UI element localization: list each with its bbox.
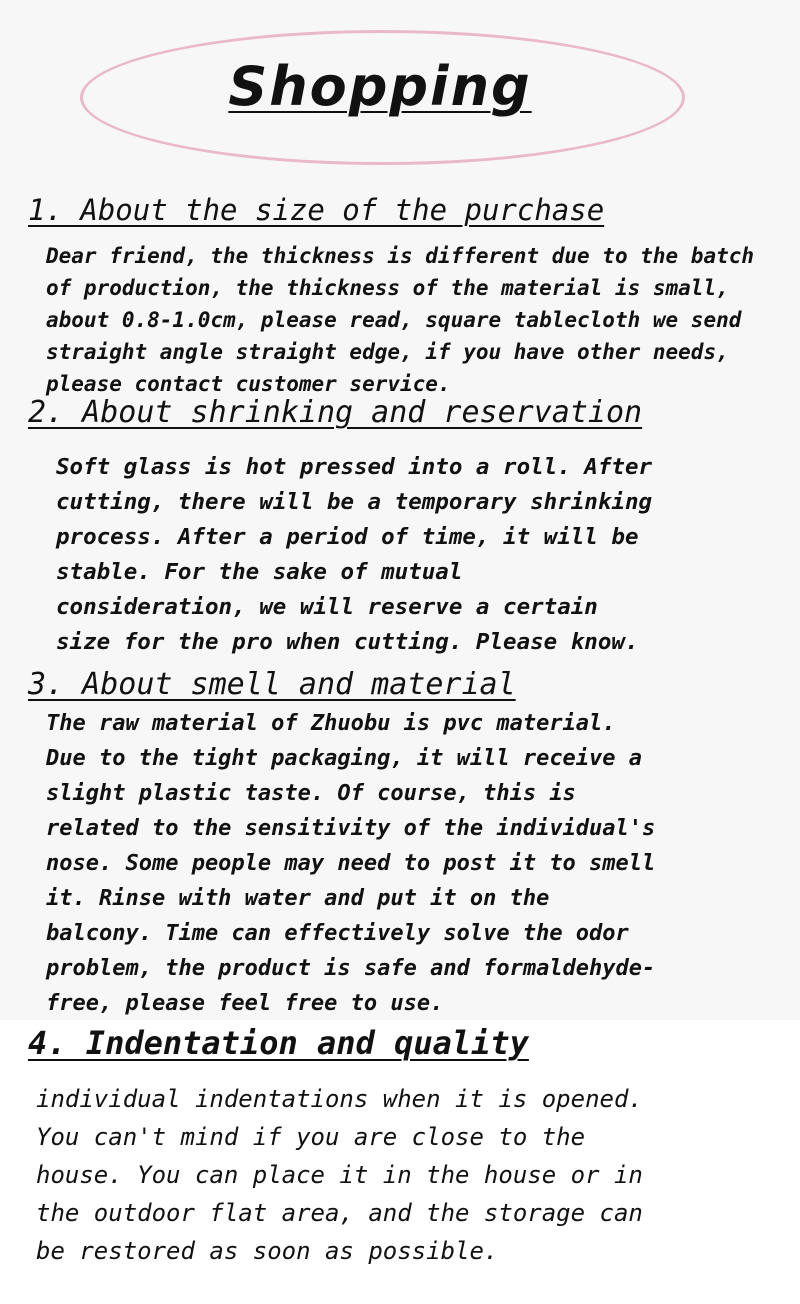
page-title: Shopping [228, 55, 532, 118]
section-2-body: Soft glass is hot pressed into a roll. After cutting, there will be a temporary shrinking process. After a period of time, it will be stable. For the sake of mutual consideration, we will reserve a certain size for the pro when cutting. Please know. [56, 454, 653, 655]
section-4-heading: 4. Indentation and quality [28, 1024, 529, 1062]
section-3-heading: 3. About smell and material [28, 667, 516, 702]
section-1-heading: 1. About the size of the purchase [28, 193, 605, 227]
section-3-body: The raw material of Zhuobu is pvc material. Due to the tight packaging, it will receive a slight plastic taste. Of course, this is related to the sensitivity of the individual's nose. Some people may need to post it to smell it. Rinse with water and put it on the balcony. Time can effectively solve the odor problem, the product is safe and formaldehyde- free, please feel free to use. [46, 711, 656, 1016]
section-1-body: Dear friend, the thickness is different due to the batch of production, the thickness of the material is small, about 0.8-1.0cm, please read, square tablecloth we send straight angle straight edge, if you have other needs, please contact customer service. [46, 244, 755, 396]
section-2-heading: 2. About shrinking and reservation [28, 395, 643, 430]
section-4-body: individual indentations when it is opened. You can't mind if you are close to the house. You can place it in the house or in the outdoor flat area, and the storage can be restored as soon as possible. [36, 1085, 643, 1265]
